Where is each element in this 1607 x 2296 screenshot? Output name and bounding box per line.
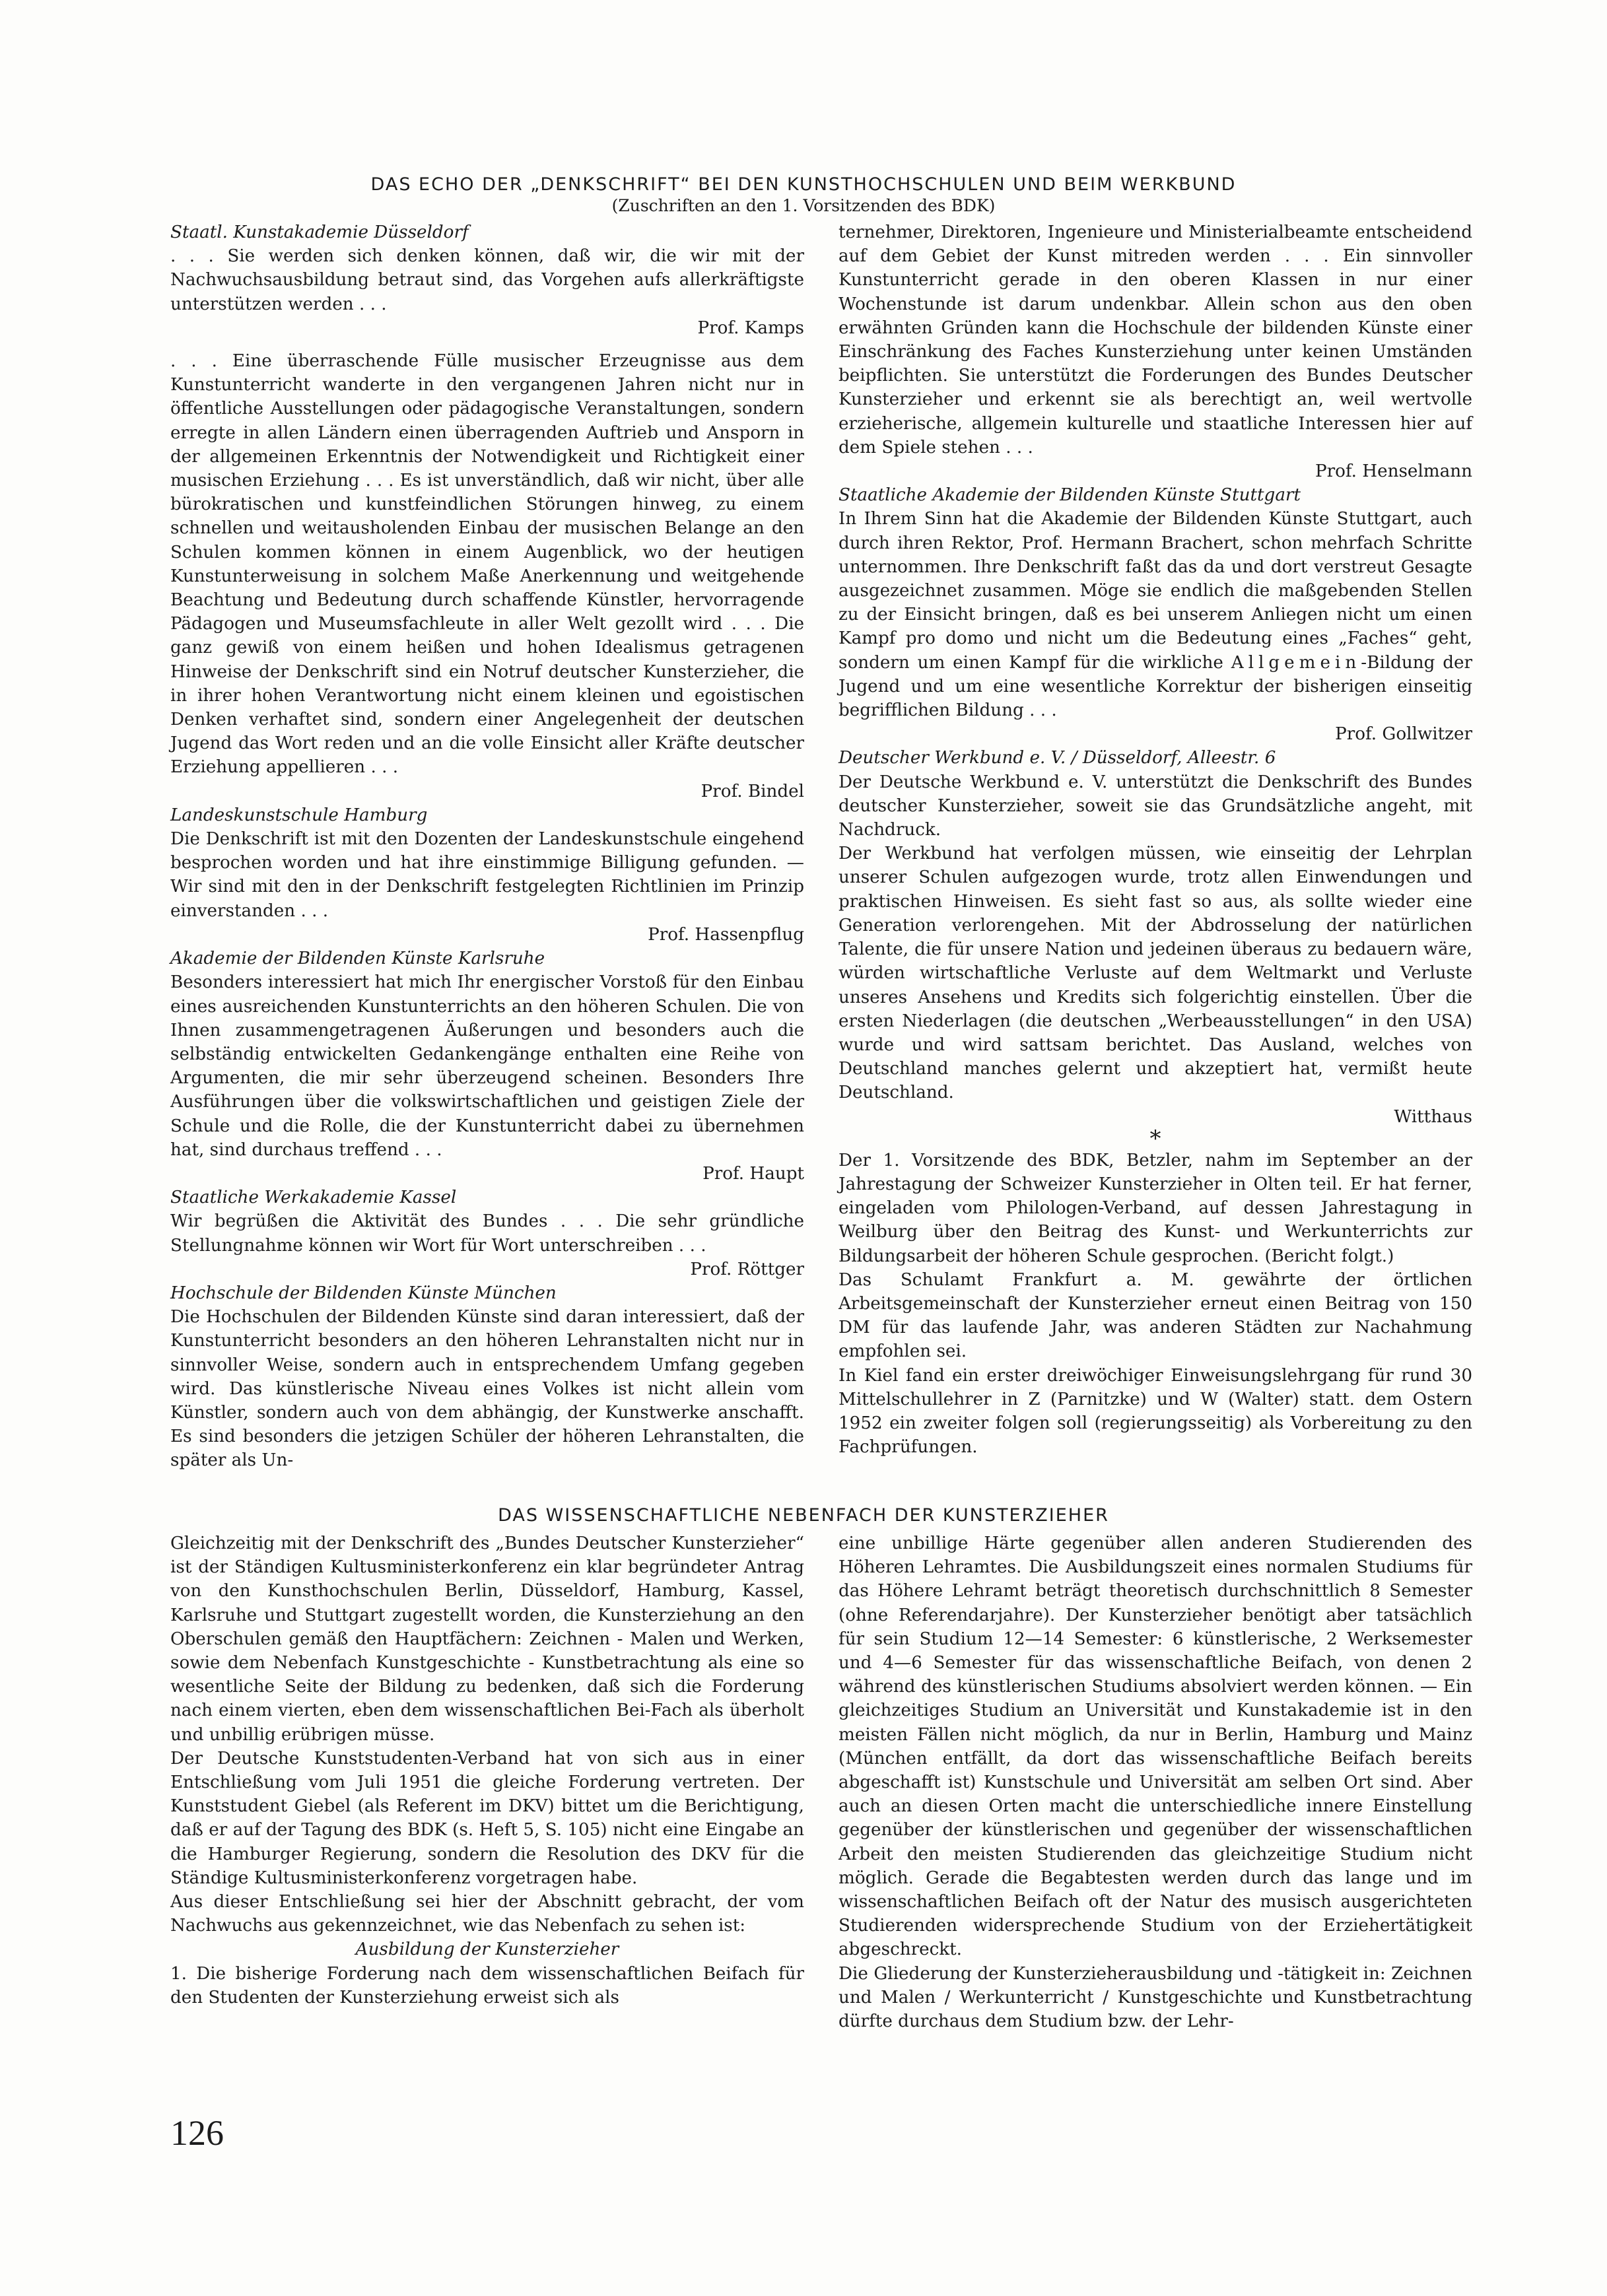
section-heading: Hochschule der Bildenden Künste München (170, 1283, 557, 1303)
paragraph: Besonders interessiert hat mich Ihr energischer Vorstoß für den Einbau eines ausreichenden Kunstunterrichts an den höheren Schulen. Die von Ihnen zusammengetragenen Äußerungen und besonders auch die selbständig entwickelten Gedankengänge enthalten eine Reihe von Argumenten, die mir sehr überzeugend scheinen. Besonders Ihre Ausführungen über die volkswirtschaftlichen und geistigen Ziele der Schule und die Rolle, die der Kunstunterricht dabei zu übernehmen hat, sind durchaus treffend . . . (170, 972, 804, 1160)
news-item: In Kiel fand ein erster dreiwöchiger Einweisungslehrgang für rund 30 Mittelschullehrer in Z (Parnitzke) und W (Walter) statt. dem Ostern 1952 ein zweiter folgen soll (regierungsseitig) als Vorbereitung zu den Fachprüfungen. (838, 1365, 1472, 1458)
signature: Prof. Gollwitzer (1335, 724, 1472, 745)
paragraph: Der Werkbund hat verfolgen müssen, wie einseitig der Lehrplan unserer Schulen aufgezogen wurde, trotz allen Einwendungen und praktischen Hinweisen. Es sieht fast so aus, als sollte wieder eine Generation verlorengehen. Mit der Abdrosselung der natürlichen Talente, die für unsere Nation und jedeinen überaus zu bedauern wäre, würden wirtschaftliche Verluste auf dem Weltmarkt und Verluste unseres Ansehens und Kredits sich folgerichtig einstellen. Über die ersten Niederlagen (die deutschen „Werbeausstellungen“ in den USA) wurde und wird sattsam berichtet. Das Ausland, welches von Deutschland manches gelernt und akzeptiert hat, vermißt heute Deutschland. (838, 844, 1472, 1103)
signature: Prof. Bindel (701, 781, 804, 801)
section-divider-star: * (1149, 1125, 1161, 1152)
signature: Prof. Kamps (697, 318, 804, 338)
paragraph: . . . Eine überraschende Fülle musischer Erzeugnisse aus dem Kunstunterricht wanderte in den vergangenen Jahren nicht nur in öffentliche Ausstellungen oder pädagogische Veranstaltungen, sondern erregte in allen Ländern einen überragenden Auftrieb und Ansporn in der allgemeinen Erkenntnis der Notwendigkeit und Richtigkeit einer musischen Erziehung . . . Es ist unverständlich, daß wir nicht, über alle bürokratischen und kunstfeindlichen Störungen hinweg, zu einem schnellen und weitausholenden Einbau der musischen Belange an den Schulen kommen können in einem Augenblick, wo der heutigen Kunstunterweisung in solchem Maße Anerkennung und weitgehende Beachtung und Bedeutung durch schaffende Künstler, hervorragende Pädagogen und Museumsfachleute in aller Welt gezollt wird . . . Die ganz gewiß von einem heißen und hohen Idealismus getragenen Hinweise der Denkschrift sind ein Notruf deutscher Kunsterzieher, die in ihrer hohen Verantwortung nicht einem kleinen und egoistischen Denken verhaftet sind, sondern einer Angelegenheit der deutschen Jugend das Wort reden und an die volle Einsicht aller Kräfte deutscher Erziehung appellieren . . . (170, 351, 804, 778)
article-title-nebenfach: DAS WISSENSCHAFTLICHE NEBENFACH DER KUNSTERZIEHER (498, 1505, 1109, 1526)
paragraph: eine unbillige Härte gegenüber allen anderen Studierenden des Höheren Lehramtes. Die Ausbildungszeit eines normalen Studiums für das Höhere Lehramt beträgt theoretisch durchschnittlich 8 Semester (ohne Referendarjahre). Der Kunsterzieher benötigt aber tatsächlich für sein Studium 12—14 Semester: 6 künstlerische, 2 Werksemester und 4—6 Semester für das wissenschaftliche Beifach, von denen 2 während des künstlerischen Studiums absolviert werden können. — Ein gleichzeitiges Studium an Universität und Kunstakademie ist in den meisten Fällen nicht möglich, da nur in Berlin, Hamburg und Mainz (München entfällt, da dort das wissenschaftliche Beifach bereits abgeschafft ist) Kunstschule und Universität am selben Ort sind. Aber auch an diesen Orten macht die unterschiedliche innere Einstellung gegenüber der künstlerischen und gegenüber der wissenschaftlichen Arbeit den meisten Studierenden das gleichzeitige Studium nicht möglich. Gerade die Begabtesten werden durch das lange und im wissenschaftlichen Beifach oft der Natur des musisch ausgerichteten Studierenden widersprechende Studium von der Erziehertätigkeit abgeschreckt. (838, 1534, 1472, 1960)
article-subtitle: (Zuschriften an den 1. Vorsitzenden des BDK) (611, 196, 996, 215)
article-title-echo: DAS ECHO DER „DENKSCHRIFT“ BEI DEN KUNSTHOCHSCHULEN UND BEIM WERKBUND (370, 174, 1237, 195)
paragraph: Die Hochschulen der Bildenden Künste sind daran interessiert, daß der Kunstunterricht besonders an den höheren Lehranstalten nicht nur in sinnvoller Weise, sondern auch in entsprechendem Umfang gegeben wird. Das künstlerische Niveau eines Volkes ist nicht allein vom Künstler, sondern auch von dem abhängig, der Kunstwerke anschafft. Es sind besonders die jetzigen Schüler der höheren Lehranstalten, die später als Un- (170, 1307, 804, 1471)
news-item: Das Schulamt Frankfurt a. M. gewährte der örtlichen Arbeitsgemeinschaft der Kunsterzieher erneut einen Beitrag von 150 DM für das laufende Jahr, was anderen Städten zur Nachahmung empfohlen sei. (838, 1269, 1472, 1362)
text-run: In Ihrem Sinn hat die Akademie der Bildenden Künste Stuttgart, auch durch ihren Rektor, Prof. Hermann Brachert, schon mehrfach Schritte unternommen. Ihre Denkschrift faßt das da und dort verstreut Gesagte ausgezeichnet zusammen. Möge sie endlich die maßgebenden Stellen zu der Einsicht bringen, daß es bei unserem Anliegen nicht um einen Kampf pro domo und nicht um die Bedeutung eines „Faches“ geht, sondern um einen Kampf für die wirkliche (838, 509, 1472, 673)
article2-left-column (170, 1532, 804, 2009)
paragraph: ternehmer, Direktoren, Ingenieure und Ministerialbeamte entscheidend auf dem Gebiet der Kunst mitreden werden . . . Ein sinnvoller Kunstunterricht gerade in den oberen Klassen in nur einer Wochenstunde ist darum undenkbar. Allein schon aus den oben erwähnten Gründen kann die Hochschule der bildenden Künste einer Einschränkung des Faches Kunsterziehung unter keinen Umständen beipflichten. Sie unterstützt die Forderungen des Bundes Deutscher Kunsterzieher und erkennt sie als berechtigt an, weil wertvolle erzieherische, allgemein kulturelle und staatliche Interessen hier auf dem Spiele stehen . . . (838, 222, 1472, 457)
section-heading: Akademie der Bildenden Künste Karlsruhe (170, 949, 545, 969)
signature: Prof. Hassenpflug (648, 924, 804, 945)
paragraph: Der Deutsche Kunststudenten-Verband hat von sich aus in einer Entschließung vom Juli 1951 die gleiche Forderung vertreten. Der Kunststudent Giebel (als Referent im DKV) bittet um die Berichtigung, daß er auf der Tagung des BDK (s. Heft 5, S. 105) nicht eine Eingabe an die Hamburger Regierung, sondern die Resolution des DKV für die Ständige Kultusministerkonferenz vorgetragen habe. (170, 1748, 804, 1888)
signature: Prof. Haupt (702, 1163, 804, 1184)
section-heading: Staatliche Werkakademie Kassel (170, 1188, 457, 1208)
article1-right-column (838, 220, 1472, 1459)
signature: Prof. Röttger (690, 1259, 804, 1279)
paragraph (838, 507, 1472, 722)
paragraph: Die Denkschrift ist mit den Dozenten der Landeskunstschule eingehend besprochen worden und hat ihre einstimmige Billigung gefunden. — Wir sind mit den in der Denkschrift festgelegten Richtlinien im Prinzip einverstanden . . . (170, 829, 804, 921)
paragraph: Aus dieser Entschließung sei hier der Abschnitt gebracht, der vom Nachwuchs aus gekennzeichnet, wie das Nebenfach zu sehen ist: (170, 1892, 804, 1936)
section-heading: Staatliche Akademie der Bildenden Künste Stuttgart (838, 485, 1301, 506)
spaced-word: Allgemein (1231, 652, 1361, 673)
news-item: Der 1. Vorsitzende des BDK, Betzler, nahm im September an der Jahrestagung der Schweizer Kunsterzieher in Olten teil. Er hat ferner, eingeladen vom Philologen-Verband, auf dessen Jahrestagung in Weilburg über den Beitrag des Kunst- und Werkunterrichts zur Bildungsarbeit der höheren Schule gesprochen. (Bericht folgt.) (838, 1150, 1472, 1266)
paragraph: Die Gliederung der Kunsterzieherausbildung und -tätigkeit in: Zeichnen und Malen / Werkunterricht / Kunstgeschichte und Kunstbetrachtung dürfte durchaus dem Studium bzw. der Lehr- (838, 1963, 1472, 2032)
paragraph: 1. Die bisherige Forderung nach dem wissenschaftlichen Beifach für den Studenten der Kunsterziehung erweist sich als (170, 1963, 804, 2008)
article2-right-column (838, 1532, 1472, 2033)
section-heading: Ausbildung der Kunsterzieher (355, 1940, 619, 1960)
signature: Witthaus (1394, 1106, 1472, 1127)
section-heading: Deutscher Werkbund e. V. / Düsseldorf, Alleestr. 6 (838, 748, 1276, 768)
paragraph: Gleichzeitig mit der Denkschrift des „Bundes Deutscher Kunsterzieher“ ist der Ständigen Kultusministerkonferenz ein klar begründeter Antrag von den Kunsthochschulen Berlin, Düsseldorf, Hamburg, Kassel, Karlsruhe und Stuttgart zugestellt worden, die Kunsterziehung an den Oberschulen gemäß den Hauptfächern: Zeichnen - Malen und Werken, sowie dem Nebenfach Kunstgeschichte - Kunstbetrachtung als eine so wesentliche Seite der Bildung zu bedenken, daß sich die Forderung nach einem vierten, eben dem wissenschaftlichen Bei-Fach als überholt und unbillig erübrigen müsse. (170, 1534, 804, 1745)
paragraph: Der Deutsche Werkbund e. V. unterstützt die Denkschrift des Bundes deutscher Kunsterzieher, soweit sie das Grundsätzliche angeht, mit Nachdruck. (838, 772, 1472, 840)
article1-left-column (170, 220, 804, 1473)
section-heading: Staatl. Kunstakademie Düsseldorf (170, 222, 469, 242)
signature: Prof. Henselmann (1315, 461, 1472, 482)
paragraph: Wir begrüßen die Aktivität des Bundes . . . Die sehr gründliche Stellungnahme können wir Wort für Wort unterschreiben . . . (170, 1211, 804, 1256)
text-run: -Bildung der Jugend und um eine wesentliche Korrektur der bisherigen einseitig begrifflichen Bildung . . . (838, 652, 1472, 721)
page-number: 126 (170, 2113, 224, 2153)
section-heading: Landeskunstschule Hamburg (170, 805, 428, 825)
paragraph: . . . Sie werden sich denken können, daß wir, die wir mit der Nachwuchsausbildung betraut sind, das Vorgehen aufs allerkräftigste unterstützen werden . . . (170, 246, 804, 314)
